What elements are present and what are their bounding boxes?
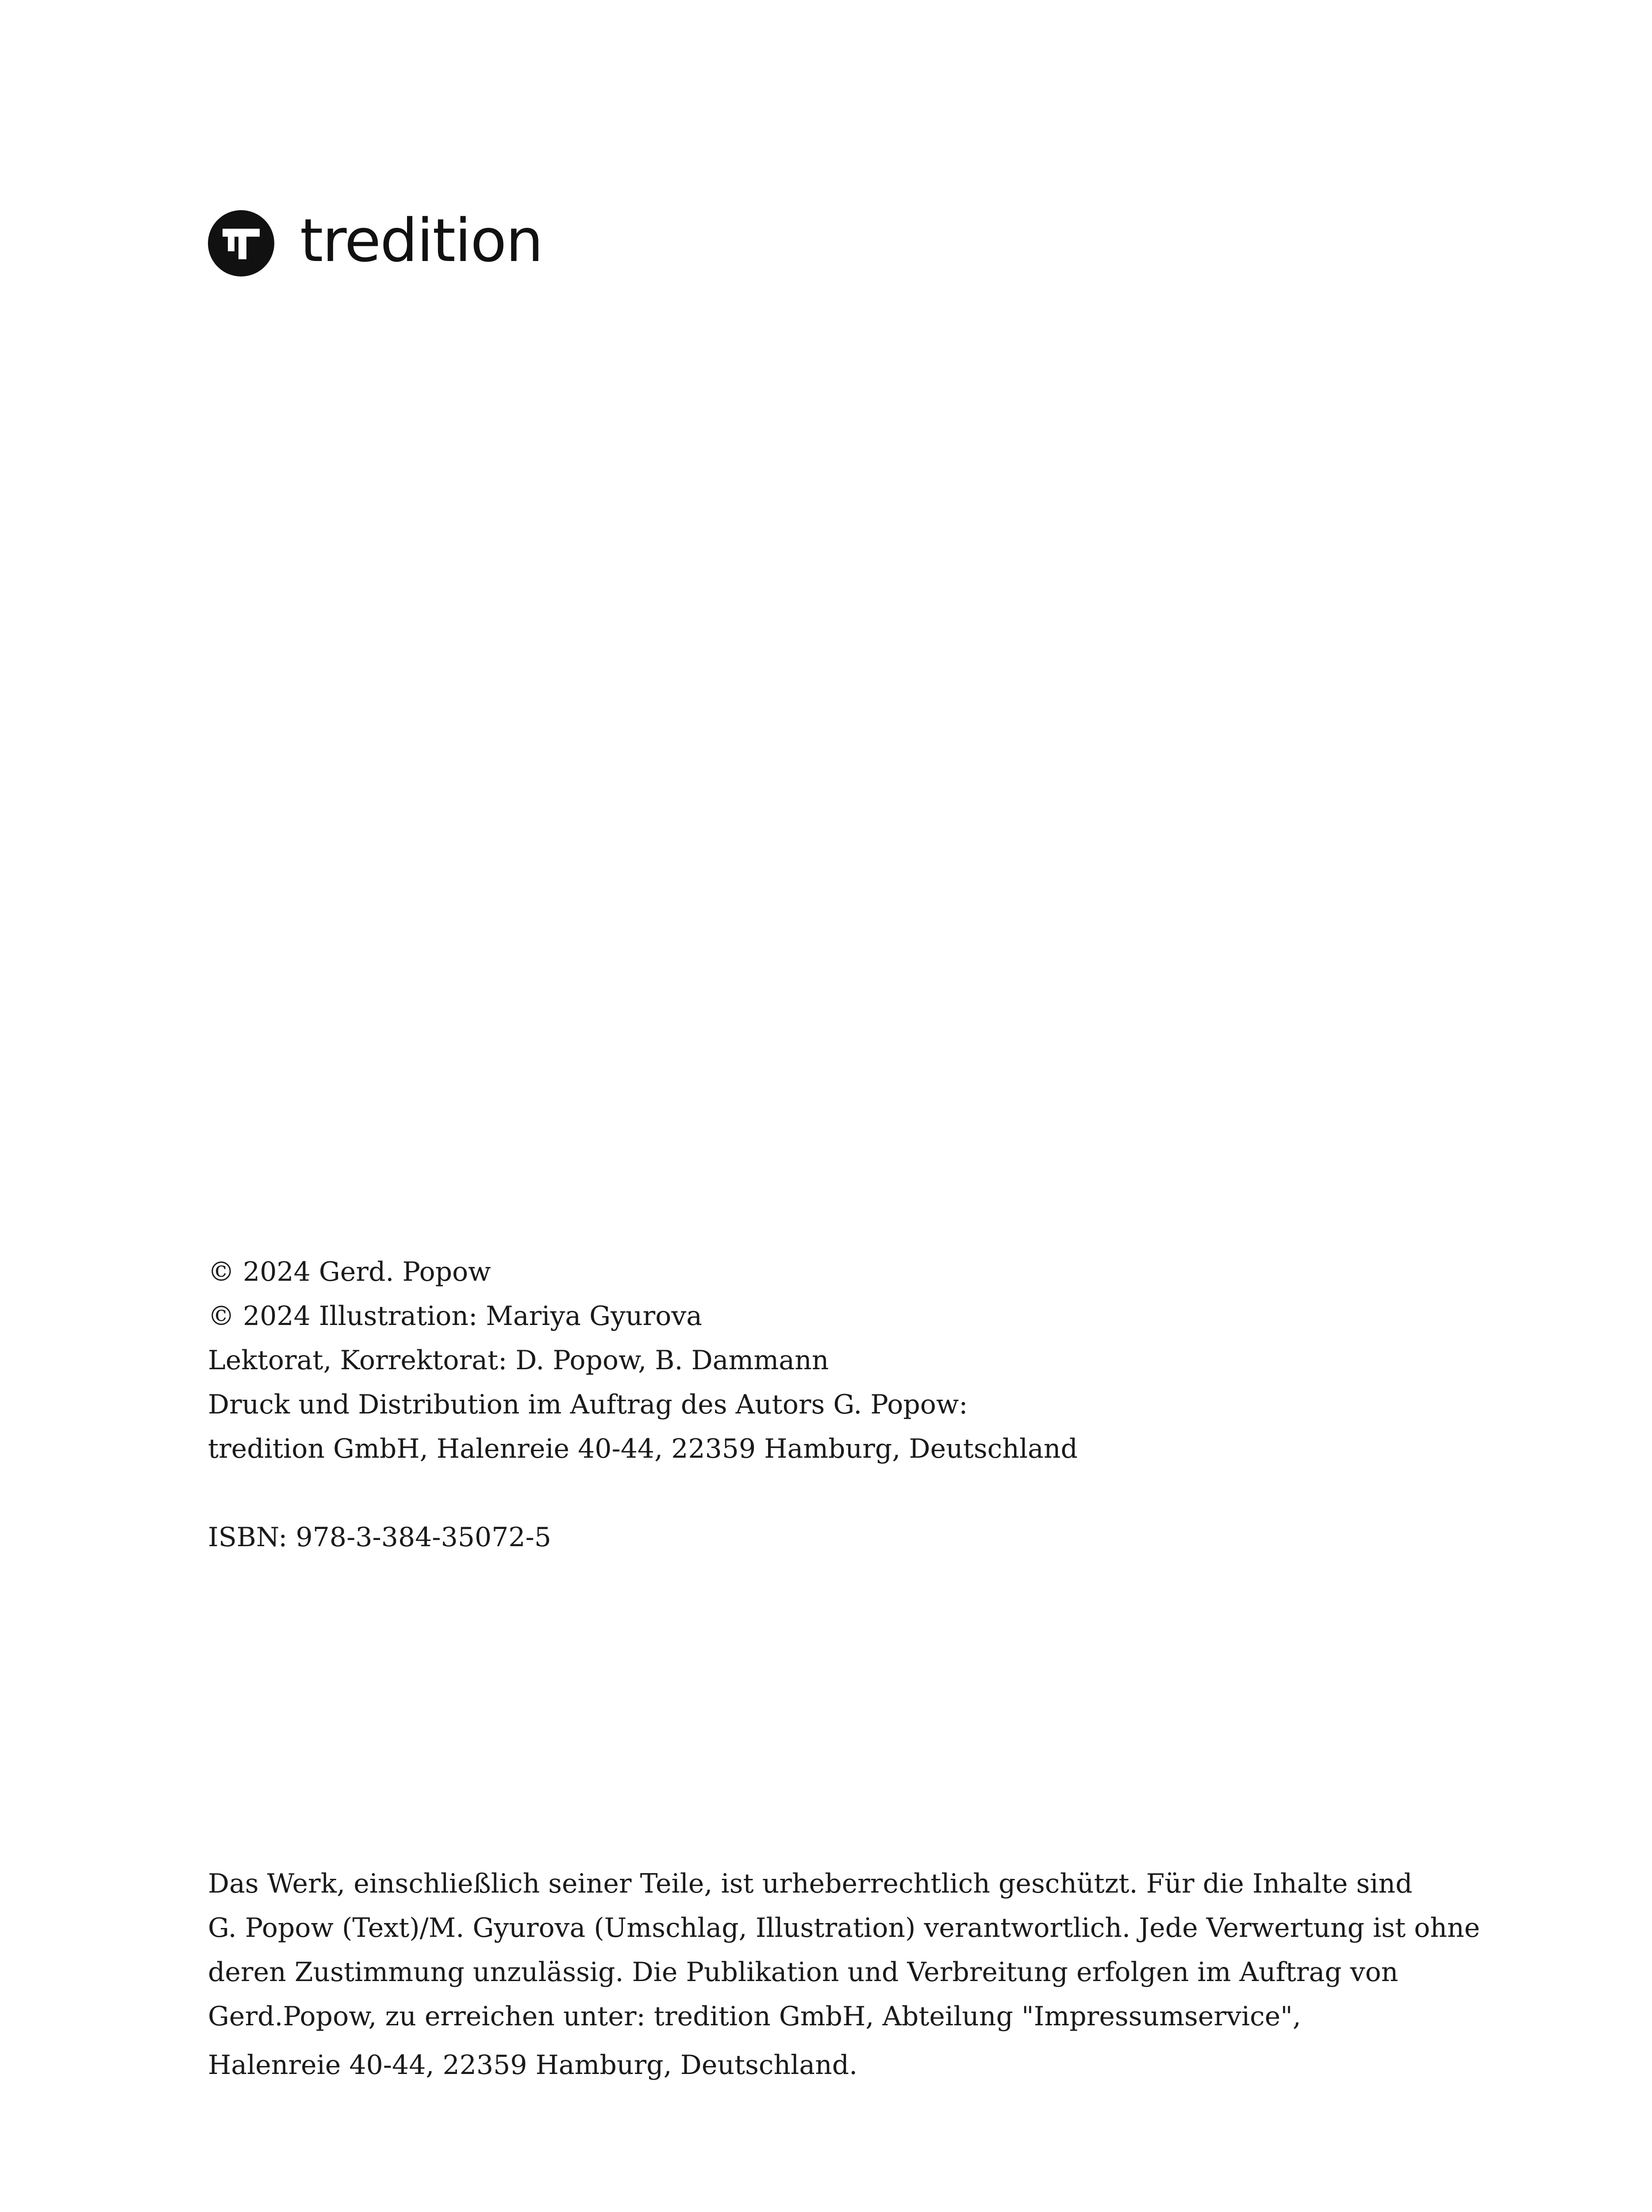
legal-line: deren Zustimmung unzulässig. Die Publikation und Verbreitung erfolgen im Auftrag von [208, 1957, 1398, 1988]
legal-line: Das Werk, einschließlich seiner Teile, ist urheberrechtlich geschützt. Für die Inhalte sind [208, 1868, 1413, 1899]
copyright-illustration: © 2024 Illustration: Mariya Gyurova [208, 1301, 703, 1332]
legal-line: Halenreie 40-44, 22359 Hamburg, Deutschland. [208, 2050, 858, 2081]
copyright-author: © 2024 Gerd. Popow [208, 1256, 491, 1287]
legal-notice [208, 1862, 1535, 2087]
tredition-logo-icon [208, 210, 274, 276]
publisher-address: tredition GmbH, Halenreie 40-44, 22359 Hamburg, Deutschland [208, 1433, 1078, 1464]
editing-credits: Lektorat, Korrektorat: D. Popow, B. Dammann [208, 1345, 829, 1376]
publisher-logo [208, 208, 542, 279]
publisher-name: tredition [300, 206, 543, 275]
isbn: ISBN: 978-3-384-35072-5 [208, 1522, 551, 1553]
imprint-block [208, 1250, 1535, 1471]
legal-line: Gerd.Popow, zu erreichen unter: tredition GmbH, Abteilung "Impressumservice", [208, 2001, 1301, 2032]
legal-line: G. Popow (Text)/M. Gyurova (Umschlag, Illustration) verantwortlich. Jede Verwertung ist ohne [208, 1912, 1480, 1943]
distribution-note: Druck und Distribution im Auftrag des Autors G. Popow: [208, 1389, 968, 1420]
